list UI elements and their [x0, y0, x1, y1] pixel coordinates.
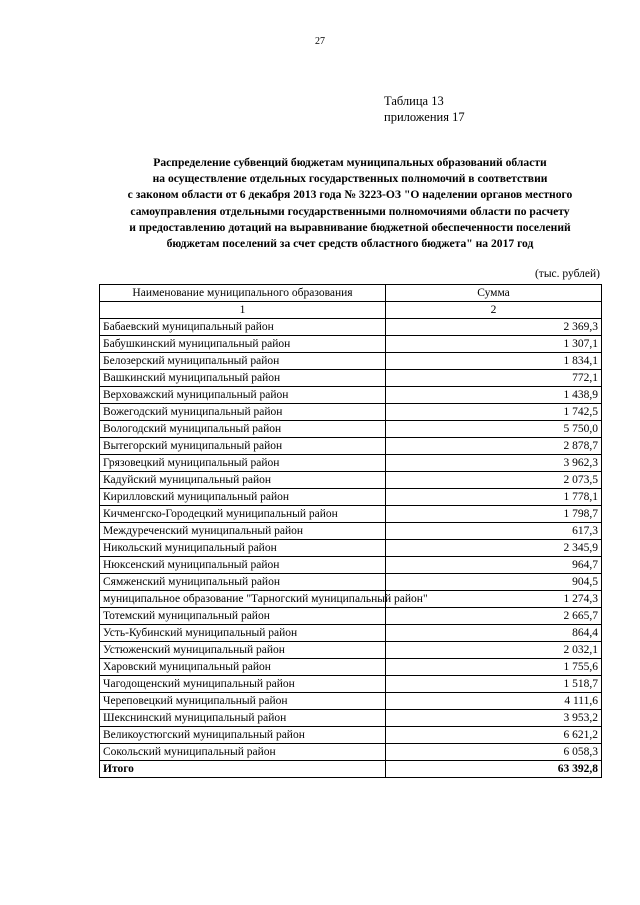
- table-row: [100, 387, 602, 404]
- table-reference: [384, 93, 465, 125]
- row-name: муниципальное образование "Тарногский муниципальный район": [100, 591, 386, 608]
- row-name: Кичменгско-Городецкий муниципальный район: [100, 506, 386, 523]
- row-sum: 5 750,0: [386, 421, 602, 438]
- row-name: Бабаевский муниципальный район: [100, 319, 386, 336]
- row-name: Никольский муниципальный район: [100, 540, 386, 557]
- row-sum: 772,1: [386, 370, 602, 387]
- row-name: Тотемский муниципальный район: [100, 608, 386, 625]
- table-row: [100, 727, 602, 744]
- table-body: [100, 319, 602, 778]
- row-sum: 4 111,6: [386, 693, 602, 710]
- row-name: Сямженский муниципальный район: [100, 574, 386, 591]
- row-sum: 2 878,7: [386, 438, 602, 455]
- row-sum: 1 518,7: [386, 676, 602, 693]
- table-row: [100, 642, 602, 659]
- table-row: [100, 625, 602, 642]
- row-sum: 6 058,3: [386, 744, 602, 761]
- row-name: Нюксенский муниципальный район: [100, 557, 386, 574]
- row-name: Вологодский муниципальный район: [100, 421, 386, 438]
- row-sum: 2 369,3: [386, 319, 602, 336]
- title-line: и предоставлению дотаций на выравнивание бюджетной обеспеченности поселений: [129, 220, 571, 234]
- row-name: Бабушкинский муниципальный район: [100, 336, 386, 353]
- row-sum: 2 073,5: [386, 472, 602, 489]
- title-line: на осуществление отдельных государственных полномочий в соответствии: [152, 172, 548, 186]
- table-row: [100, 319, 602, 336]
- row-name: Грязовецкий муниципальный район: [100, 455, 386, 472]
- table-row: [100, 744, 602, 761]
- subventions-table: [99, 284, 602, 778]
- table-row: [100, 676, 602, 693]
- table-row: [100, 659, 602, 676]
- row-sum: 904,5: [386, 574, 602, 591]
- table-row: [100, 472, 602, 489]
- row-name: Усть-Кубинский муниципальный район: [100, 625, 386, 642]
- row-name: Великоустюгский муниципальный район: [100, 727, 386, 744]
- title-line: Распределение субвенций бюджетам муниципальных образований области: [153, 156, 547, 169]
- row-name: Верховажский муниципальный район: [100, 387, 386, 404]
- row-sum: 1 778,1: [386, 489, 602, 506]
- table-reference-line-1: Таблица 13: [384, 94, 444, 108]
- row-name: Вожегодский муниципальный район: [100, 404, 386, 421]
- table-row: [100, 506, 602, 523]
- row-sum: 1 755,6: [386, 659, 602, 676]
- row-name: Сокольский муниципальный район: [100, 744, 386, 761]
- row-sum: 2 032,1: [386, 642, 602, 659]
- table-row: [100, 693, 602, 710]
- table-row: [100, 557, 602, 574]
- header-name: Наименование муниципального образования: [100, 285, 386, 302]
- row-sum: 1 798,7: [386, 506, 602, 523]
- table-row: [100, 404, 602, 421]
- row-name: Устюженский муниципальный район: [100, 642, 386, 659]
- row-name: Череповецкий муниципальный район: [100, 693, 386, 710]
- table-reference-line-2: приложения 17: [384, 110, 465, 124]
- table-row: [100, 574, 602, 591]
- row-name: Вашкинский муниципальный район: [100, 370, 386, 387]
- row-sum: 1 274,3: [386, 591, 602, 608]
- table-row: [100, 438, 602, 455]
- units-label: (тыс. рублей): [534, 268, 600, 280]
- row-sum: 6 621,2: [386, 727, 602, 744]
- row-sum: 1 742,5: [386, 404, 602, 421]
- row-name: Междуреченский муниципальный район: [100, 523, 386, 540]
- total-row: [100, 761, 602, 778]
- table-row: [100, 421, 602, 438]
- row-name: Вытегорский муниципальный район: [100, 438, 386, 455]
- row-sum: 1 438,9: [386, 387, 602, 404]
- table-row: [100, 540, 602, 557]
- table-row: [100, 489, 602, 506]
- row-name: Шекснинский муниципальный район: [100, 710, 386, 727]
- table-row: [100, 608, 602, 625]
- table-row: [100, 591, 602, 608]
- table-header-row: [100, 285, 602, 302]
- table-row: [100, 336, 602, 353]
- row-name: Харовский муниципальный район: [100, 659, 386, 676]
- column-number-2: 2: [386, 302, 602, 319]
- table-row: [100, 523, 602, 540]
- total-sum: 63 392,8: [386, 761, 602, 778]
- column-number-row: [100, 302, 602, 319]
- row-sum: 2 345,9: [386, 540, 602, 557]
- row-sum: 2 665,7: [386, 608, 602, 625]
- row-sum: 617,3: [386, 523, 602, 540]
- row-name: Кирилловский муниципальный район: [100, 489, 386, 506]
- row-name: Чагодощенский муниципальный район: [100, 676, 386, 693]
- row-sum: 1 834,1: [386, 353, 602, 370]
- row-name: Белозерский муниципальный район: [100, 353, 386, 370]
- page-number: 27: [315, 36, 325, 47]
- table-row: [100, 370, 602, 387]
- row-sum: 1 307,1: [386, 336, 602, 353]
- row-name: Кадуйский муниципальный район: [100, 472, 386, 489]
- column-number-1: 1: [100, 302, 386, 319]
- row-sum: 3 953,2: [386, 710, 602, 727]
- header-sum: Сумма: [386, 285, 602, 302]
- table-row: [100, 353, 602, 370]
- title-line: с законом области от 6 декабря 2013 года № 3223-ОЗ "О наделении органов местного: [127, 188, 573, 202]
- title-line: самоуправления отдельными государственными полномочиями области по расчету: [130, 204, 570, 218]
- table-row: [100, 455, 602, 472]
- row-sum: 964,7: [386, 557, 602, 574]
- document-title: [90, 155, 610, 252]
- title-line: бюджетам поселений за счет средств областного бюджета" на 2017 год: [166, 237, 534, 251]
- row-sum: 3 962,3: [386, 455, 602, 472]
- row-sum: 864,4: [386, 625, 602, 642]
- total-label: Итого: [100, 761, 386, 778]
- table-row: [100, 710, 602, 727]
